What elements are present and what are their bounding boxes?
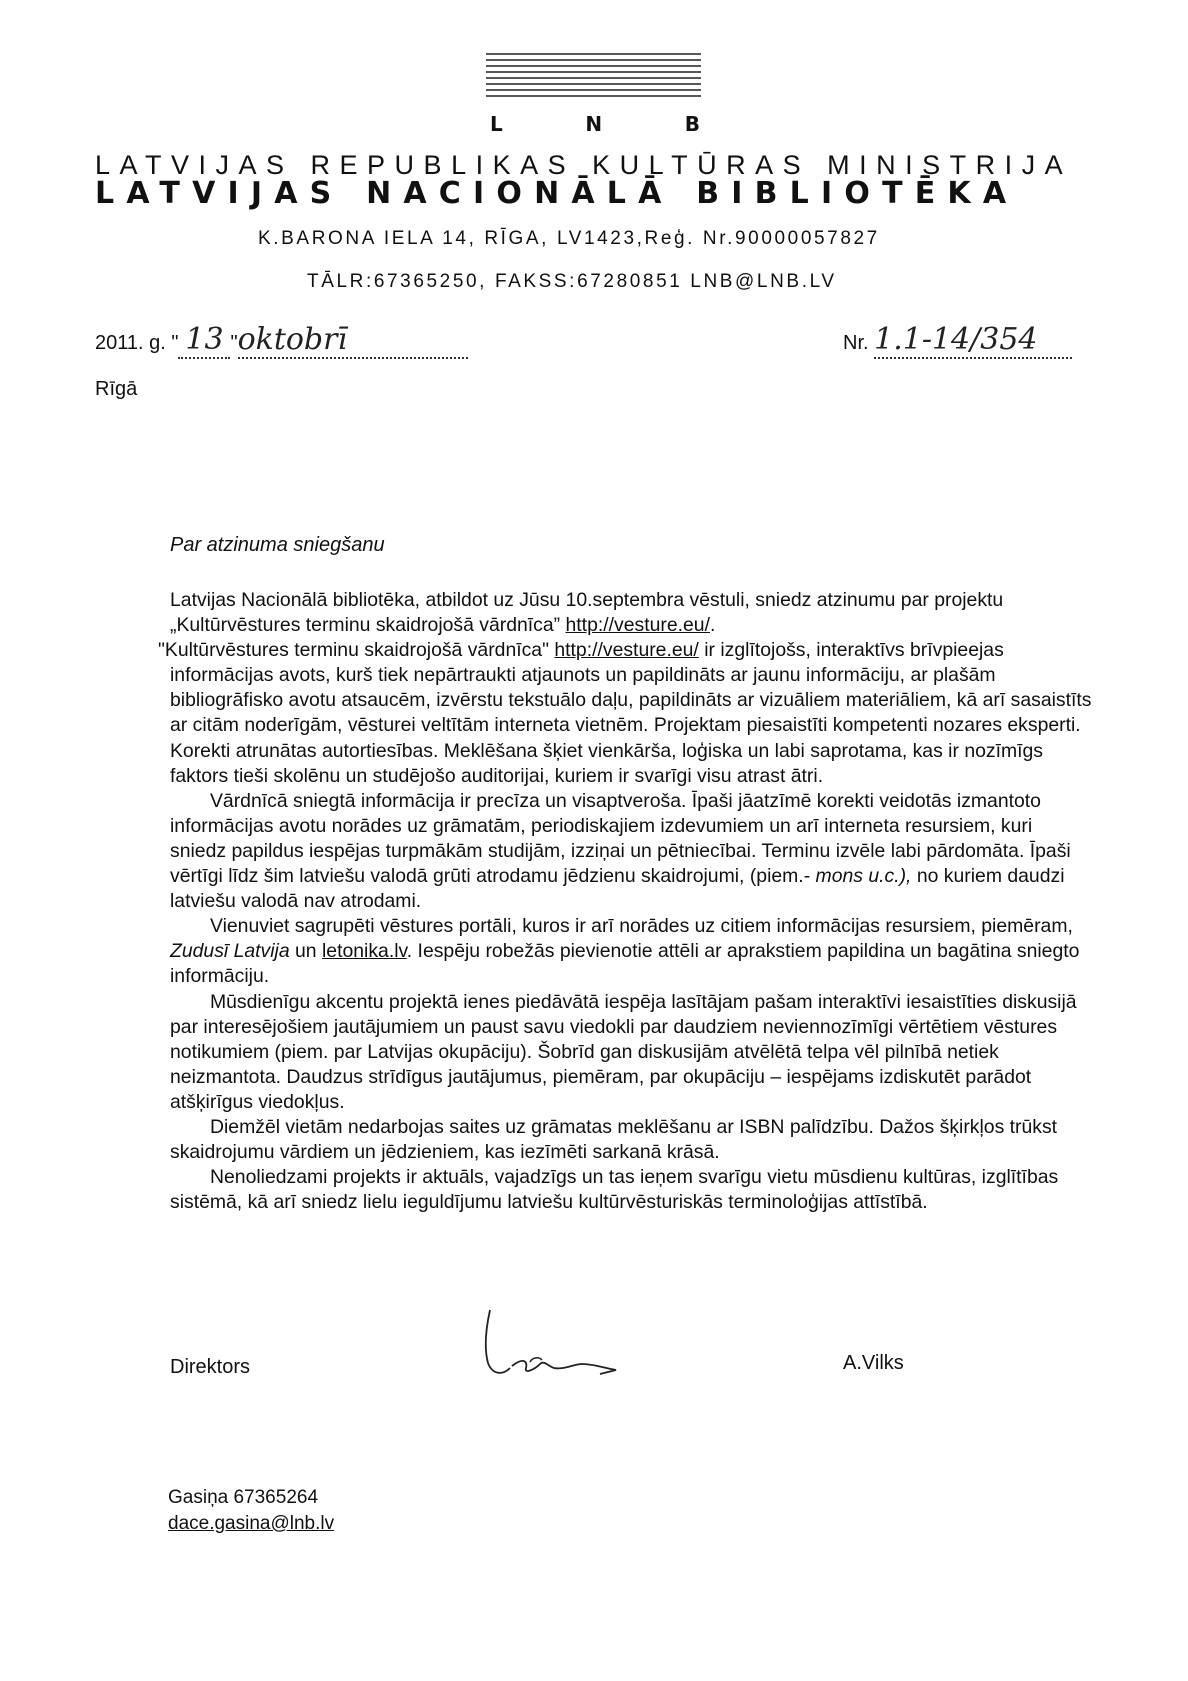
handwritten-signature [482, 1308, 642, 1388]
ministry-heading: LATVIJAS REPUBLIKAS KULTŪRAS MINISTRIJA [95, 150, 1073, 180]
contact-person [168, 1485, 334, 1537]
logo-letter-l: L [490, 112, 503, 136]
address-line: K.BARONA IELA 14, RĪGA, LV1423,Reģ. Nr.90000057827 [258, 228, 880, 249]
city: Rīgā [95, 378, 138, 400]
paragraph-2: "Kultūrvēstures terminu skaidrojošā vārdnīca" http://vesture.eu/ ir izglītojošs, interaktīvs brīvpieejas informācijas avots, kurš tiek nepārtraukti atjaunots un papildināts ar jaunu informāciju, ar plašām bibliogrāfisko avotu atsaucēm, izvērstu tekstuālo daļu, papildināts ar vizuāliem materiāliem, kā arī sasaistīts ar citām noderīgām, vēsturei veltītām interneta vietnēm. Projektam piesaistīti kompetenti nozares eksperti. Korekti atrunātas autortiesības. Meklēšana šķiet vienkārša, loģiska un labi saprotama, kas ir nozīmīgs faktors tieši skolēnu un studējošo auditorijai, kuriem ir svarīgi visu atrast ātri. [158, 639, 1092, 787]
date-month: oktobrī [237, 322, 348, 357]
paragraph-6: Diemžēl vietām nedarbojas saites uz grāmatas meklēšanu ar ISBN palīdzību. Dažos šķirkļos trūkst skaidrojumu vārdiem un jēdzieniem, kas iezīmēti sarkanā krāsā. [170, 1115, 1058, 1164]
paragraph-4: Vienuviet sagrupēti vēstures portāli, kuros ir arī norādes uz citiem informācijas resursiem, piemēram, Zudusī Latvija un letonika.lv. Iespēju robežās pievienotie attēli ar aprakstiem papildina un bagātina sniegto informāciju. [170, 915, 1080, 988]
letter-subject: Par atzinuma sniegšanu [170, 534, 385, 556]
nr-value: 1.1-14/354 [874, 322, 1038, 357]
contacts-line: TĀLR:67365250, FAKSS:67280851 LNB@LNB.LV [307, 271, 837, 292]
date-day: 13 [185, 322, 224, 357]
paragraph-5: Mūsdienīgu akcentu projektā ienes piedāvātā iespēja lasītājam pašam interaktīvi iesaistīties diskusijā par interesējošiem jautājumiem un paust savu viedokli par daudziem neviennozīmīgi vērtētiem vēstures notikumiem (piem. par Latvijas okupāciju). Šobrīd gan diskusijām atvēlētā telpa vēl pilnībā netiek neizmantota. Daudzus strīdīgus jautājumus, piemēram, par okupāciju – iespējams izdiskutēt parādot atšķirīgus viedokļus. [170, 990, 1077, 1113]
reference-number-line [843, 322, 1072, 359]
library-heading: LATVIJAS NACIONĀLĀ BIBLIOTĒKA [95, 176, 1019, 211]
contact-email-link[interactable]: dace.gasina@lnb.lv [168, 1513, 335, 1534]
lnb-logo-lines [486, 50, 701, 102]
vesture-link-2[interactable]: http://vesture.eu/ [554, 639, 699, 662]
nr-label: Nr. [843, 332, 869, 354]
contact-phone: Gasiņa 67365264 [168, 1487, 319, 1508]
signatory-name: A.Vilks [843, 1352, 904, 1374]
logo-letter-b: B [684, 112, 700, 136]
logo-letter-n: N [585, 112, 603, 136]
paragraph-7: Nenoliedzami projekts ir aktuāls, vajadzīgs un tas ieņem svarīgu vietu mūsdienu kultūras, izglītības sistēmā, kā arī sniedz lielu ieguldījumu latviešu kultūrvēsturiskās terminoloģijas attīstībā. [170, 1166, 1059, 1214]
paragraph-3: Vārdnīcā sniegtā informācija ir precīza un visaptveroša. Īpaši jāatzīmē korekti veidotās izmantoto informācijas avotu norādes uz grāmatām, periodiskajiem izdevumiem un arī interneta resursiem, kuri sniedz papildus iespējas turpmākām studijām, izziņai un pētniecībai. Terminu izvēle labi pārdomāta. Īpaši vērtīgi līdz šim latviešu valodā grūti atrodamu jēdzienu skaidrojumi, (piem.- mons u.c.), no kuriem daudzi latviešu valodā nav atrodami. [170, 789, 1071, 913]
signatory-role: Direktors [170, 1356, 251, 1378]
letonika-link[interactable]: letonika.lv [321, 940, 407, 963]
letter-body [158, 588, 1092, 1215]
date-prefix: 2011. g. " [95, 332, 179, 354]
vesture-link[interactable]: http://vesture.eu/ [565, 614, 710, 637]
date-line [95, 322, 468, 359]
lnb-logo-letters [490, 112, 700, 136]
paragraph-1: Latvijas Nacionālā bibliotēka, atbildot uz Jūsu 10.septembra vēstuli, sniedz atzinumu par projektu „Kultūrvēstures terminu skaidrojošā vārdnīca” http://vesture.eu/. [170, 589, 1004, 637]
date-quote: " [230, 332, 238, 354]
